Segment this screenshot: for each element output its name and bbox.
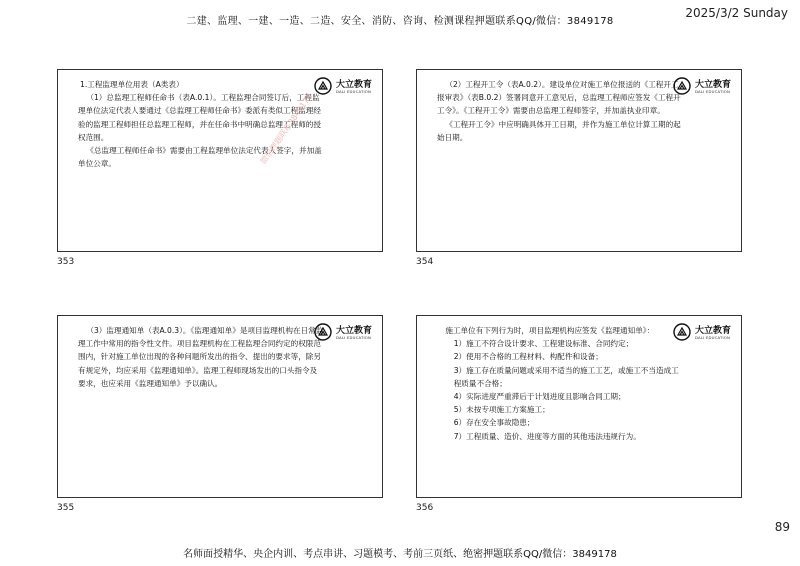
list-item: 2）使用不合格的工程材料、构配件和设备； — [453, 352, 603, 362]
logo-name-cn: 大立教育 — [336, 326, 373, 336]
logo-name-cn: 大立教育 — [695, 80, 732, 90]
slide-paragraph: 施工单位有下列行为时，项目监理机构应签发《监理通知单》： — [445, 326, 655, 335]
logo-name-cn: 大立教育 — [695, 326, 732, 336]
logo-name-en: DALI EDUCATION — [695, 89, 731, 94]
slide-number: 355 — [57, 503, 75, 513]
slide-paragraph: （2）工程开工令（表A.0.2）。建设单位对施工单位报送的《工程开工报审表》（表B.0.2）签署同意开工意见后，总监理工程师应签发《工程开工令》。《工程开工令》需要由总监理工程师签字，并加盖执业印章。 — [437, 80, 681, 116]
slide-number: 356 — [416, 503, 434, 513]
list-item: 5）未按专项施工方案施工； — [453, 405, 550, 415]
logo-name-en: DALI EDUCATION — [336, 335, 372, 340]
slide-paragraph: 《工程开工令》中应明确具体开工日期，并作为施工单位计算工期的起始日期。 — [437, 119, 681, 142]
slide-body — [437, 324, 683, 443]
list-item: 3）施工存在质量问题或采用不适当的施工工艺，或施工不当造成工程质量不合格； — [453, 365, 679, 388]
slide-356 — [416, 315, 742, 498]
watermark: 微信押题联系3849178 — [258, 92, 315, 166]
slide-paragraph: 《总监理工程师任命书》需要由工程监理单位法定代表人签字，并加盖单位公章。 — [78, 146, 322, 169]
logo-name-cn: 大立教育 — [336, 80, 373, 90]
slide-heading: 1.工程监理单位用表（A类表） — [80, 80, 184, 89]
list-item: 4）实际进度严重滞后于计划进度且影响合同工期； — [453, 392, 626, 402]
slide-paragraph: （3）监理通知单（表A.0.3）。《监理通知单》是项目监理机构在日常监理工作中常用的指令性文件。项目监理机构在工程监理合同约定的权限范围内，针对施工单位出现的各种问题所发出的指令、提出的要求等，除另有规定外，均应采用《监理通知单》。监理工程师现场发出的口头指令及要求，也应采用《监理通知单》予以确认。 — [78, 326, 324, 388]
page-number: 89 — [774, 520, 790, 534]
slide-paragraph: （1）总监理工程师任命书（表A.0.1）。工程监理合同签订后，工程监理单位法定代表人要通过《总监理工程师任命书》委派有类似工程监理经验的监理工程师担任总监理工程师，并在任命书中明确总监理工程师的授权范围。 — [78, 93, 321, 142]
slide-354 — [416, 69, 742, 252]
slide-number: 353 — [57, 257, 75, 267]
slide-355 — [57, 315, 383, 498]
slide-number: 354 — [416, 257, 434, 267]
slide-body — [437, 78, 683, 144]
list-item: 6）存在安全事故隐患； — [453, 418, 535, 428]
list-item: 1）施工不符合设计要求、工程建设标准、合同约定； — [453, 339, 634, 349]
list-item: 7）工程质量、造价、进度等方面的其他违法违规行为。 — [453, 431, 641, 441]
page-footer-text: 名师面授精华、央企内训、考点串讲、习题模考、考前三页纸、绝密押题联系QQ/微信：3849178 — [183, 549, 617, 560]
logo-name-en: DALI EDUCATION — [336, 89, 372, 94]
logo-name-en: DALI EDUCATION — [695, 335, 731, 340]
slide-body — [78, 324, 324, 390]
page-header-title: 二建、监理、一建、一造、二造、安全、消防、咨询、检测课程押题联系QQ/微信：3849178 — [186, 16, 614, 27]
slide-353 — [57, 69, 383, 252]
header-date: 2025/3/2 Sunday — [685, 6, 788, 20]
